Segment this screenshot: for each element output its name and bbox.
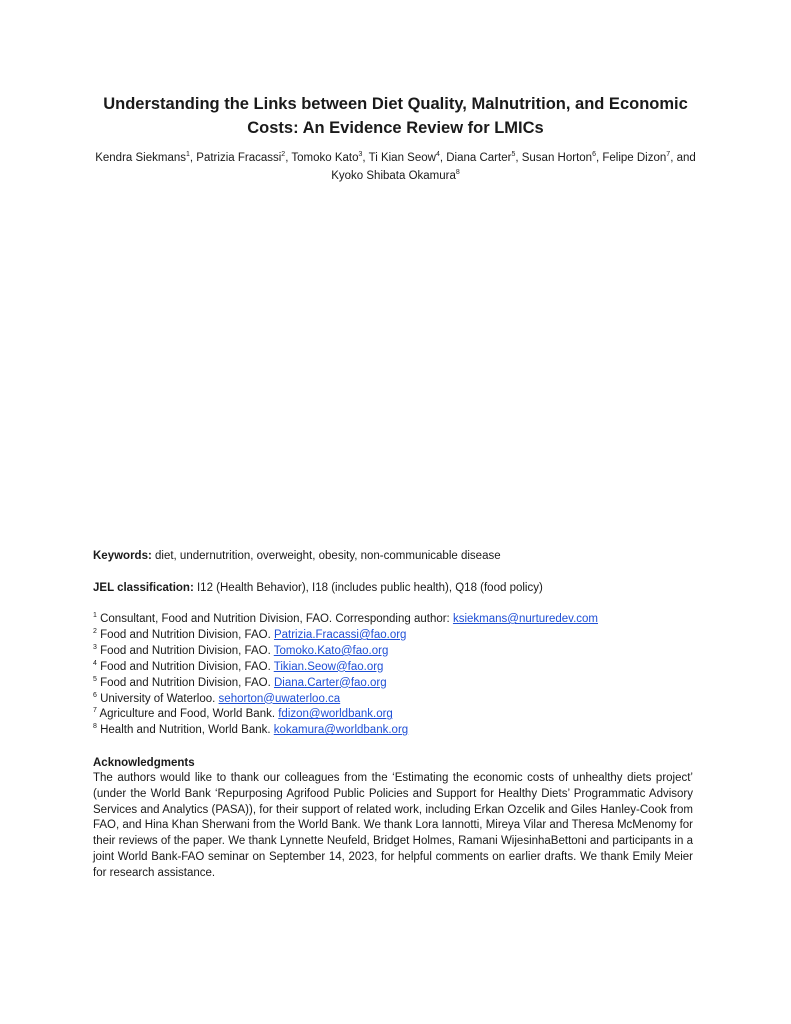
author: Patrizia Fracassi$^2$, — [196, 151, 292, 164]
affiliation-item: $^6$ University of Waterloo. sehorton@uwaterloo.ca — [93, 691, 341, 705]
acknowledgments-heading: Acknowledgments — [93, 757, 195, 769]
email-link[interactable]: Tikian.Seow@fao.org — [273, 660, 384, 673]
author-list — [80, 149, 711, 185]
jel-text: I12 (Health Behavior), I18 (includes public health), Q18 (food policy) — [193, 582, 543, 594]
email-link[interactable]: Diana.Carter@fao.org — [273, 676, 387, 689]
author: Susan Horton$^6$, — [521, 151, 603, 164]
affiliation-item: $^4$ Food and Nutrition Division, FAO. Tikian.Seow@fao.org — [93, 659, 384, 673]
author: Kyoko Shibata Okamura$^8$ — [331, 169, 460, 182]
email-link[interactable]: Tomoko.Kato@fao.org — [273, 644, 389, 657]
email-link[interactable]: Patrizia.Fracassi@fao.org — [273, 628, 407, 641]
title-line-2: Costs: An Evidence Review for LMICs — [247, 119, 544, 137]
author: Kendra Siekmans$^1$, — [95, 151, 197, 164]
author: Diana Carter$^5$, — [446, 151, 522, 164]
paper-title — [80, 92, 711, 140]
keywords — [93, 548, 703, 564]
acknowledgments-text: The authors would like to thank our colleagues from the ‘Estimating the economic costs of unhealthy diets project’ (under the World Bank ‘Repurposing Agrifood Public Policies and Support for Healthy Diets’ Programmatic Advisory Services and Analytics (PASA)), for their support of related work, including Erkan Ozcelik and Giles Hanley-Cook from FAO, and Hina Khan Sherwani from the World Bank. We thank Lora Iannotti, Mireya Vilar and Theresa McMenomy for their reviews of the paper. We thank Lynnette Neufeld, Bridget Holmes, Ramani WijesinhaBettoni and participants in a joint World Bank-FAO seminar on September 14, 2023, for helpful comments on earlier drafts. We thank Emily Meier for research assistance. — [93, 772, 693, 879]
affiliation-item: $^8$ Health and Nutrition, World Bank. kokamura@worldbank.org — [93, 723, 409, 737]
affiliation-item: $^7$ Agriculture and Food, World Bank. fdizon@worldbank.org — [93, 707, 393, 721]
keywords-text: diet, undernutrition, overweight, obesity, non-communicable disease — [151, 550, 501, 562]
keywords-label: Keywords: — [93, 550, 152, 562]
affiliation-item: $^1$ Consultant, Food and Nutrition Division, FAO. Corresponding author: ksiekmans@nurturedev.com — [93, 612, 598, 625]
affiliation-item: $^5$ Food and Nutrition Division, FAO. Diana.Carter@fao.org — [93, 675, 387, 689]
affiliations — [93, 612, 703, 739]
email-link[interactable]: kokamura@worldbank.org — [273, 724, 409, 737]
jel-label: JEL classification: — [93, 582, 194, 594]
title-line-1: Understanding the Links between Diet Quality, Malnutrition, and Economic — [103, 95, 688, 113]
email-link[interactable]: sehorton@uwaterloo.ca — [218, 692, 341, 705]
affiliation-item: $^3$ Food and Nutrition Division, FAO. Tomoko.Kato@fao.org — [93, 643, 389, 657]
email-link[interactable]: ksiekmans@nurturedev.com — [452, 613, 598, 625]
author: Tomoko Kato$^3$, — [291, 151, 369, 164]
author: Felipe Dizon$^7$, and — [602, 151, 696, 164]
affiliation-item: $^2$ Food and Nutrition Division, FAO. Patrizia.Fracassi@fao.org — [93, 627, 407, 641]
author: Ti Kian Seow$^4$, — [368, 151, 447, 164]
jel-classification — [93, 580, 703, 596]
email-link[interactable]: fdizon@worldbank.org — [278, 708, 393, 721]
